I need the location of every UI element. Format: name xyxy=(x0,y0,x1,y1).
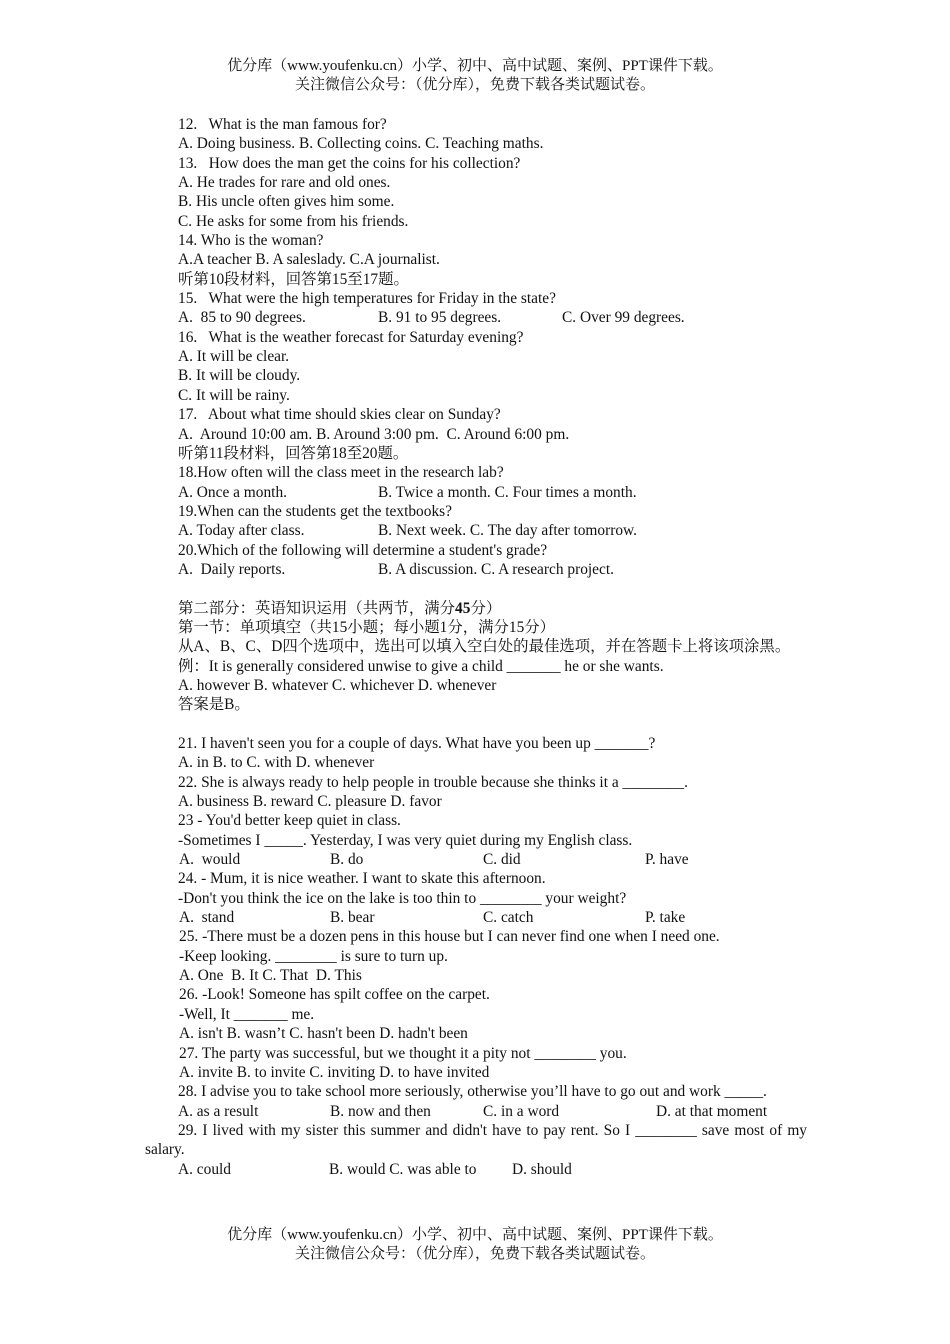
q22-stem: 22. She is always ready to help people in trouble because she thinks it a ________. xyxy=(178,773,688,791)
q14-stem: 14. Who is the woman? xyxy=(178,232,324,250)
q14-options: A.A teacher B. A saleslady. C.A journalist. xyxy=(178,251,440,269)
q20-option-a: A. Daily reports. xyxy=(178,560,286,578)
q23-stem-reply: -Sometimes I _____. Yesterday, I was very quiet during my English class. xyxy=(178,831,633,849)
q26-stem: 26. -Look! Someone has spilt coffee on the carpet. xyxy=(179,986,490,1004)
q18-option-a: A. Once a month. xyxy=(178,483,287,501)
q28-option-b: B. now and then xyxy=(330,1102,431,1120)
q28-option-a: A. as a result xyxy=(178,1102,259,1120)
q26-options: A. isn't B. wasn’t C. hasn't been D. hadn't been xyxy=(179,1025,468,1043)
q15-option-b: B. 91 to 95 degrees. xyxy=(378,309,502,327)
q25-stem: 25. -There must be a dozen pens in this house but I can never find one when I need one. xyxy=(179,928,720,946)
section-10-heading: 听第10段材料，回答第15至17题。 xyxy=(178,270,409,288)
q12-options: A. Doing business. B. Collecting coins. C. Teaching maths. xyxy=(178,135,544,153)
q25-options: A. One B. It C. That D. This xyxy=(179,967,362,985)
q16-stem: 16. What is the weather forecast for Saturday evening? xyxy=(178,328,524,346)
q19-option-bc: B. Next week. C. The day after tomorrow. xyxy=(378,522,638,540)
q28-option-d: D. at that moment xyxy=(656,1102,768,1120)
q19-option-a: A. Today after class. xyxy=(178,522,305,540)
q22-options: A. business B. reward C. pleasure D. favor xyxy=(178,793,442,811)
q23-option-b: B. do xyxy=(330,851,364,869)
q26-stem-reply: -Well, It _______ me. xyxy=(179,1005,315,1023)
q13-option-b: B. His uncle often gives him some. xyxy=(178,193,395,211)
section-11-heading: 听第11段材料，回答第18至20题。 xyxy=(178,444,409,462)
q24-option-b: B. bear xyxy=(330,909,375,927)
spacer xyxy=(145,715,807,734)
q16-option-b: B. It will be cloudy. xyxy=(178,367,301,385)
q17-stem: 17. About what time should skies clear on Sunday? xyxy=(178,406,501,424)
q23-stem: 23 - You'd better keep quiet in class. xyxy=(178,812,401,830)
page-header xyxy=(0,57,950,95)
part2-instructions: 从A、B、C、D四个选项中，选出可以填入空白处的最佳选项，并在答题卡上将该项涂黑。 xyxy=(178,638,791,656)
q24-stem-reply: -Don't you think the ice on the lake is too thin to ________ your weight? xyxy=(178,889,627,907)
q13-stem: 13. How does the man get the coins for his collection? xyxy=(178,154,521,172)
q25-stem-reply: -Keep looking. ________ is sure to turn up. xyxy=(179,947,448,965)
q23-option-a: A. would xyxy=(179,851,241,869)
q28-stem: 28. I advise you to take school more seriously, otherwise you’ll have to go out and work _____. xyxy=(178,1083,767,1101)
part2-title-pre: 第二部分：英语知识运用（共两节，满分 xyxy=(178,599,456,617)
q29-option-a: A. could xyxy=(178,1160,232,1178)
q19-stem: 19.When can the students get the textbooks? xyxy=(178,502,452,520)
part2-title xyxy=(145,599,807,618)
q29-option-d: D. should xyxy=(512,1160,572,1178)
spacer xyxy=(145,579,807,598)
q18-options xyxy=(145,483,807,502)
q15-options xyxy=(145,308,807,327)
q29-stem: 29. I lived with my sister this summer and didn't have to pay rent. So I ________ save most of my salary. xyxy=(145,1121,807,1159)
q18-option-bc: B. Twice a month. C. Four times a month. xyxy=(378,483,637,501)
part2-title-score: 45 xyxy=(455,599,471,617)
q16-option-c: C. It will be rainy. xyxy=(178,386,290,404)
q29-option-bc: B. would C. was able to xyxy=(329,1160,477,1178)
part2-section1-heading: 第一节：单项填空（共15小题；每小题1分，满分15分） xyxy=(178,618,556,636)
q28-option-c: C. in a word xyxy=(483,1102,560,1120)
q13-option-a: A. He trades for rare and old ones. xyxy=(178,174,391,192)
q24-option-a: A. stand xyxy=(179,909,235,927)
q16-option-a: A. It will be clear. xyxy=(178,348,290,366)
q20-options xyxy=(145,560,807,579)
q27-options: A. invite B. to invite C. inviting D. to have invited xyxy=(179,1063,490,1081)
q29-options xyxy=(145,1160,807,1179)
q27-stem: 27. The party was successful, but we thought it a pity not ________ you. xyxy=(179,1044,627,1062)
exam-body xyxy=(145,115,807,1179)
q20-stem: 20.Which of the following will determine a student's grade? xyxy=(178,541,548,559)
example-options: A. however B. whatever C. whichever D. whenever xyxy=(178,676,497,694)
header-line-1: 优分库（www.youfenku.cn）小学、初中、高中试题、案例、PPT课件下载。 xyxy=(227,58,723,74)
q24-option-d: P. take xyxy=(645,909,686,927)
q23-options xyxy=(145,850,807,869)
q18-stem: 18.How often will the class meet in the research lab? xyxy=(178,464,504,482)
q15-option-a: A. 85 to 90 degrees. xyxy=(178,309,306,327)
q23-option-d: P. have xyxy=(645,851,689,869)
q24-stem: 24. - Mum, it is nice weather. I want to skate this afternoon. xyxy=(178,870,546,888)
footer-line-1: 优分库（www.youfenku.cn）小学、初中、高中试题、案例、PPT课件下载。 xyxy=(227,1227,723,1243)
example-answer: 答案是B。 xyxy=(178,696,250,714)
footer-line-2: 关注微信公众号：（优分库），免费下载各类试题试卷。 xyxy=(294,1246,655,1262)
header-line-2: 关注微信公众号：（优分库），免费下载各类试题试卷。 xyxy=(294,77,655,93)
part2-title-post: 分） xyxy=(470,599,502,617)
q21-options: A. in B. to C. with D. whenever xyxy=(178,754,375,772)
example-stem: 例：It is generally considered unwise to give a child _______ he or she wants. xyxy=(178,657,664,675)
q28-options xyxy=(145,1102,807,1121)
q21-stem: 21. I haven't seen you for a couple of days. What have you been up _______? xyxy=(178,735,656,752)
q24-option-c: C. catch xyxy=(483,909,534,927)
page-footer xyxy=(0,1226,950,1264)
q17-options: A. Around 10:00 am. B. Around 3:00 pm. C. Around 6:00 pm. xyxy=(178,425,570,443)
q12-stem: 12. What is the man famous for? xyxy=(178,116,387,133)
q23-option-c: C. did xyxy=(483,851,521,869)
q13-option-c: C. He asks for some from his friends. xyxy=(178,212,409,230)
q15-stem: 15. What were the high temperatures for Friday in the state? xyxy=(178,290,556,308)
q24-options xyxy=(145,908,807,927)
q19-options xyxy=(145,521,807,540)
q20-option-bc: B. A discussion. C. A research project. xyxy=(378,560,614,578)
q15-option-c: C. Over 99 degrees. xyxy=(562,309,685,327)
